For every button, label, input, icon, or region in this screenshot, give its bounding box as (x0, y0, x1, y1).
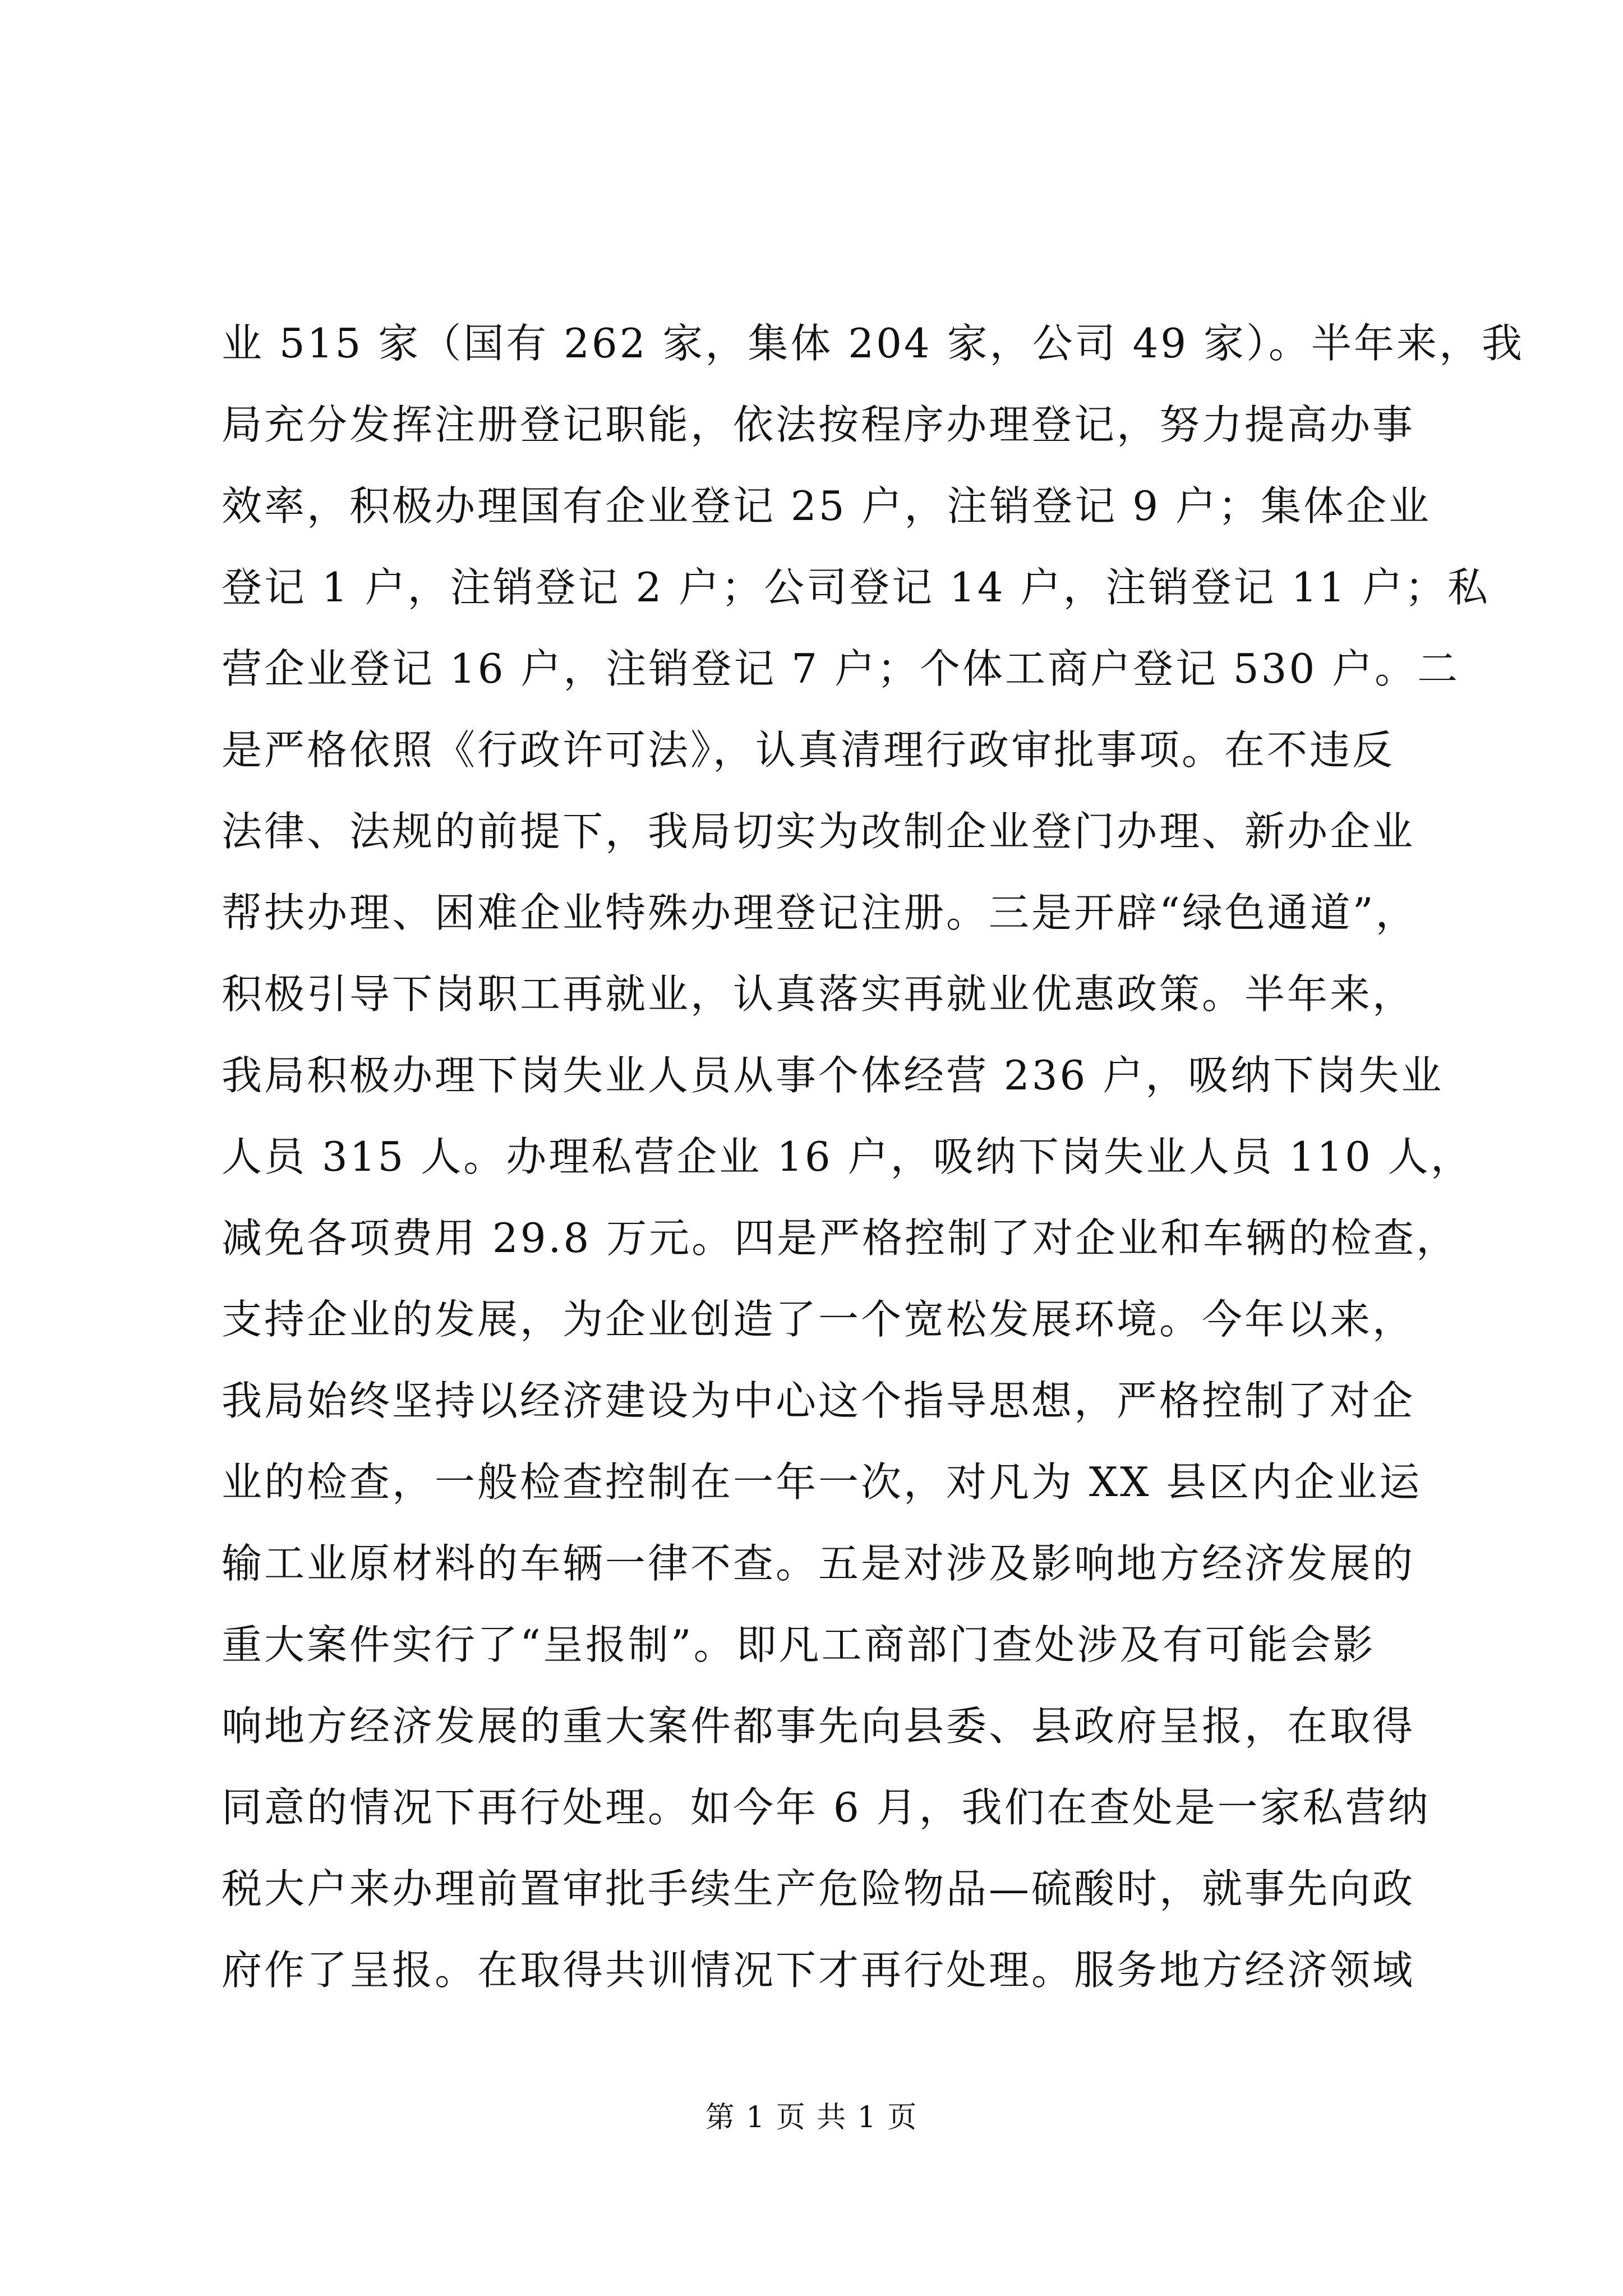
text-line: 法律、法规的前提下，我局切实为改制企业登门办理、新办企业 (222, 808, 1415, 855)
text-line: 是严格依照《行政许可法》，认真清理行政审批事项。在不违反 (222, 726, 1395, 774)
text-line: 业 515 家（国有 262 家，集体 204 家，公司 49 家）。半年来，我 (222, 320, 1524, 367)
text-line: 响地方经济发展的重大案件都事先向县委、县政府呈报，在取得 (222, 1703, 1415, 1750)
text-line: 输工业原材料的车辆一律不查。五是对涉及影响地方经济发展的 (222, 1540, 1415, 1587)
text-line: 效率，积极办理国有企业登记 25 户，注销登记 9 户；集体企业 (222, 482, 1431, 530)
body-text (222, 303, 1524, 2011)
text-line: 积极引导下岗职工再就业，认真落实再就业优惠政策。半年来， (222, 970, 1415, 1018)
text-line: 我局始终坚持以经济建设为中心这个指导思想，严格控制了对企 (222, 1377, 1415, 1424)
text-line: 支持企业的发展，为企业创造了一个宽松发展环境。今年以来， (222, 1296, 1415, 1343)
text-line: 减免各项费用 29.8 万元。四是严格控制了对企业和车辆的检查， (222, 1214, 1459, 1262)
text-line: 人员 315 人。办理私营企业 16 户，吸纳下岗失业人员 110 人， (222, 1133, 1473, 1180)
text-line: 府作了呈报。在取得共训情况下才再行处理。服务地方经济领域 (222, 1947, 1415, 1994)
text-line: 同意的情况下再行处理。如今年 6 月，我们在查处是一家私营纳 (222, 1784, 1431, 1831)
text-line: 业的检查，一般检查控制在一年一次，对凡为 XX 县区内企业运 (222, 1458, 1422, 1506)
page-footer: 第 1 页 共 1 页 (705, 2101, 918, 2134)
text-line: 登记 1 户，注销登记 2 户；公司登记 14 户，注销登记 11 户；私 (222, 564, 1490, 611)
text-line: 重大案件实行了“呈报制”。即凡工商部门查处涉及有可能会影 (222, 1621, 1376, 1668)
text-line: 税大户来办理前置审批手续生产危险物品—硫酸时，就事先向政 (222, 1865, 1415, 1912)
text-line: 营企业登记 16 户，注销登记 7 户；个体工商户登记 530 户。二 (222, 645, 1460, 692)
text-line: 帮扶办理、困难企业特殊办理登记注册。三是开辟“绿色通道”， (222, 889, 1418, 936)
text-line: 局充分发挥注册登记职能，依法按程序办理登记，努力提高办事 (222, 401, 1415, 448)
text-line: 我局积极办理下岗失业人员从事个体经营 236 户，吸纳下岗失业 (222, 1052, 1444, 1099)
